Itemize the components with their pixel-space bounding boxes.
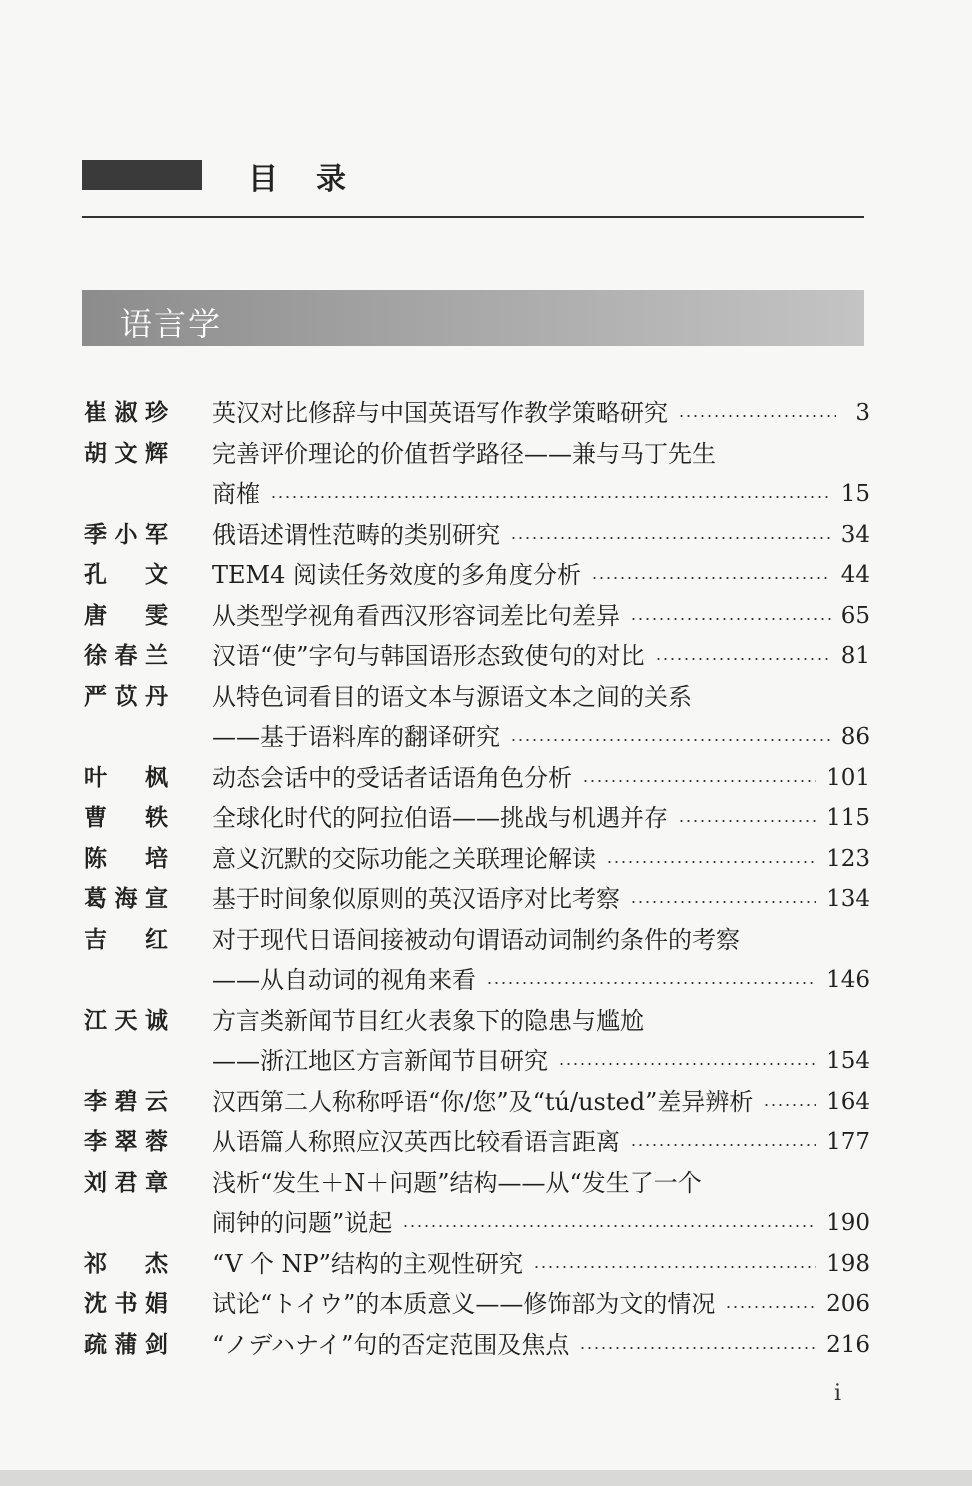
dot-leader [582,780,816,782]
entry-text-row [212,960,870,1001]
toc-entry[interactable] [84,879,870,920]
entry-author: 崔 淑 珍 [84,400,168,426]
entry-text-row [212,1001,870,1042]
dot-leader [510,739,831,741]
entry-title: 试论“トイウ”的本质意义——修饰部为文的情况 [212,1290,716,1318]
entry-page-number: 65 [840,602,870,629]
dot-leader [486,982,816,984]
dot-leader [270,496,831,498]
entry-author: 李 碧 云 [84,1088,168,1115]
entry-page-number: 34 [840,521,870,548]
toc-entry[interactable] [84,798,870,839]
scan-edge [0,1470,972,1486]
entry-title: 从语篇人称照应汉英西比较看语言距离 [212,1128,620,1156]
entry-title: 汉西第二人称称呼语“你/您”及“tú/usted”差异辨析 [212,1087,754,1116]
entry-author: 沈 书 娟 [84,1291,168,1317]
entry-text-row [212,1284,870,1325]
toc-entry-line [84,798,870,839]
entry-text-row [212,1244,870,1285]
entry-title: 从类型学视角看西汉形容词差比句差异 [212,601,620,630]
entry-title: “ノデハナイ”句的否定范围及焦点 [212,1330,570,1359]
entry-text-row [212,596,870,637]
entry-author: 唐 雯 [84,602,168,629]
entry-text-row [212,677,870,718]
entry-title: 汉语“使”字句与韩国语形态致使句的对比 [212,642,645,670]
toc-entry[interactable] [84,677,870,758]
toc-entry-line [84,1122,870,1163]
entry-page-number: 177 [826,1129,870,1155]
toc-entry[interactable] [84,920,870,1001]
entry-text-row [212,920,870,961]
entry-page-number: 146 [826,967,870,993]
entry-page-number: 81 [840,643,870,669]
entry-title: ——从自动词的视角来看 [212,966,476,994]
entry-text-row [212,1041,870,1082]
entry-page-number: 190 [826,1210,870,1236]
dot-leader [763,1104,816,1106]
entry-text-row [212,1325,870,1366]
entry-page-number: 198 [826,1250,870,1277]
toc-entry-line [84,1163,870,1204]
entry-author: 叶 枫 [84,764,168,791]
toc-entry-line [84,1001,870,1042]
entry-author: 葛 海 宣 [84,886,168,912]
toc-entry[interactable] [84,515,870,556]
dot-leader [510,537,831,539]
entry-title: TEM4 阅读任务效度的多角度分析 [212,561,581,589]
entry-title: 浅析“发生＋N＋问题”结构——从“发生了一个 [212,1168,702,1197]
entry-author: 徐 春 兰 [84,643,168,669]
toc-entry-line [84,434,870,475]
entry-title: 完善评价理论的价值哲学路径——兼与马丁先生 [212,439,716,468]
dot-leader [630,618,831,620]
entry-page-number: 134 [826,886,870,912]
entry-text-row [212,515,870,556]
entry-title: ——基于语料库的翻译研究 [212,723,500,751]
entry-author: 吉 红 [84,926,168,953]
toc-entry-line [84,920,870,961]
toc-entry[interactable] [84,758,870,799]
toc-entry-line [84,1325,870,1366]
entry-author: 李 翠 蓉 [84,1129,168,1155]
section-title: 语言学 [120,305,223,343]
entry-text-row [212,758,870,799]
entry-page-number: 154 [826,1048,870,1074]
entry-page-number: 216 [826,1331,870,1358]
toc-entry-line [84,758,870,799]
entry-page-number: 101 [826,764,870,791]
toc-entry-line [84,1203,870,1244]
toc-entries [84,393,870,1365]
entry-title: 基于时间象似原则的英汉语序对比考察 [212,885,620,913]
entry-text-row [212,636,870,677]
header-bar [82,160,202,190]
toc-entry-line [84,1082,870,1123]
toc-entry-line [84,393,870,434]
toc-entry-line [84,1041,870,1082]
toc-entry-line [84,1244,870,1285]
toc-header [82,158,864,220]
entry-text-row [212,717,870,758]
entry-title: 商榷 [212,480,260,508]
toc-entry[interactable] [84,1163,870,1244]
toc-entry-line [84,717,870,758]
toc-entry-line [84,636,870,677]
dot-leader [678,415,836,417]
entry-title: 闹钟的问题”说起 [212,1209,393,1237]
entry-author: 胡 文 辉 [84,440,168,467]
entry-title: ——浙江地区方言新闻节目研究 [212,1047,548,1075]
entry-title: 意义沉默的交际功能之关联理论解读 [212,844,596,873]
entry-text-row [212,474,870,515]
toc-entry-line [84,474,870,515]
section-band [82,290,864,346]
toc-entry[interactable] [84,1325,870,1366]
entry-author: 疏 蒲 剑 [84,1331,168,1358]
dot-leader [630,901,816,903]
dot-leader [725,1306,816,1308]
entry-author: 祁 杰 [84,1250,168,1277]
toc-entry[interactable] [84,596,870,637]
entry-text-row [212,1203,870,1244]
dot-leader [579,1347,816,1349]
entry-author: 刘 君 章 [84,1169,168,1196]
entry-page-number: 164 [826,1088,870,1115]
entry-page-number: 44 [840,562,870,588]
toc-entry[interactable] [84,636,870,677]
toc-entry-line [84,677,870,718]
toc-entry[interactable] [84,1284,870,1325]
entry-text-row [212,1163,870,1204]
dot-leader [678,820,816,822]
dot-leader [606,861,816,863]
entry-title: 俄语述谓性范畴的类别研究 [212,520,500,549]
entry-page-number: 115 [826,805,870,831]
entry-title: 英汉对比修辞与中国英语写作教学策略研究 [212,399,668,427]
entry-title: 从特色词看目的语文本与源语文本之间的关系 [212,682,692,711]
header-rule [82,216,864,218]
entry-title: 全球化时代的阿拉伯语——挑战与机遇并存 [212,804,668,832]
entry-author: 季 小 军 [84,521,168,548]
entry-page-number: 123 [826,845,870,872]
entry-text-row [212,434,870,475]
entry-text-row [212,555,870,596]
entry-text-row [212,393,870,434]
entry-text-row [212,879,870,920]
toc-entry-line [84,1284,870,1325]
entry-author: 严 苡 丹 [84,683,168,710]
toc-entry[interactable] [84,555,870,596]
entry-text-row [212,839,870,880]
toc-entry[interactable] [84,1001,870,1082]
entry-author: 江 天 诚 [84,1007,168,1034]
entry-author: 曹 轶 [84,805,168,831]
toc-entry-line [84,839,870,880]
entry-text-row [212,798,870,839]
toc-entry[interactable] [84,839,870,880]
entry-author: 陈 培 [84,845,168,872]
toc-entry-line [84,555,870,596]
dot-leader [630,1144,816,1146]
toc-entry-line [84,515,870,556]
entry-page-number: 86 [840,724,870,750]
entry-page-number: 206 [826,1291,870,1317]
dot-leader [655,658,831,660]
entry-text-row [212,1122,870,1163]
entry-author: 孔 文 [84,562,168,588]
toc-entry[interactable] [84,1122,870,1163]
page-folio: i [834,1381,842,1406]
entry-title: 对于现代日语间接被动句谓语动词制约条件的考察 [212,925,740,954]
toc-entry[interactable] [84,1244,870,1285]
toc-entry[interactable] [84,434,870,515]
entry-page-number: 15 [840,481,870,507]
entry-page-number: 3 [855,400,870,426]
dot-leader [591,577,831,579]
dot-leader [533,1266,816,1268]
toc-entry-line [84,596,870,637]
entry-text-row [212,1082,870,1123]
dot-leader [402,1225,816,1227]
entry-title: “V 个 NP”结构的主观性研究 [212,1249,523,1278]
toc-entry[interactable] [84,393,870,434]
toc-title: 目录 [248,162,384,197]
entry-title: 方言类新闻节目红火表象下的隐患与尴尬 [212,1006,644,1035]
toc-entry-line [84,879,870,920]
entry-title: 动态会话中的受话者话语角色分析 [212,763,572,792]
toc-entry[interactable] [84,1082,870,1123]
toc-entry-line [84,960,870,1001]
dot-leader [558,1063,816,1065]
